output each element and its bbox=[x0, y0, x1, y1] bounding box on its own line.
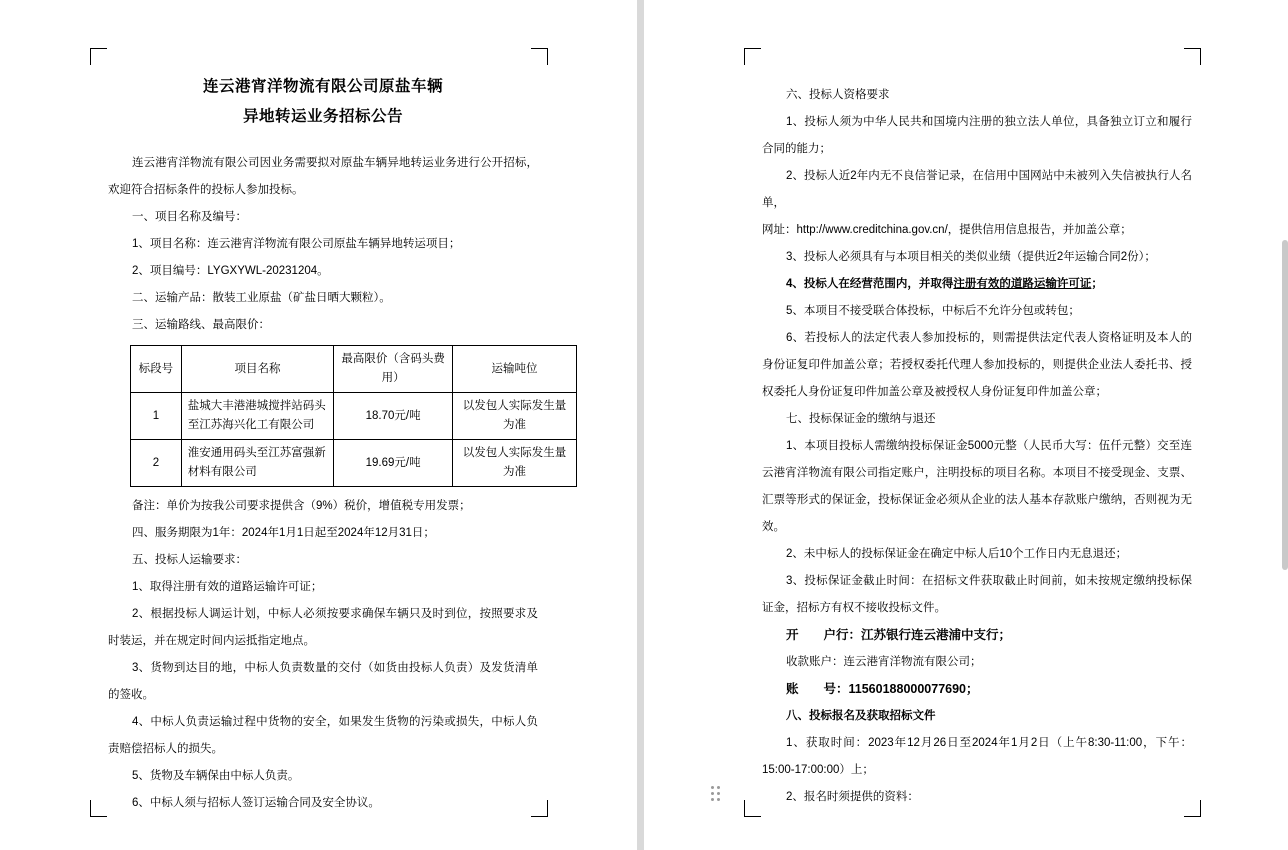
scrollbar-thumb[interactable] bbox=[1282, 240, 1288, 570]
account-value: 11560188000077690； bbox=[848, 682, 979, 696]
bank-value: 江苏银行连云港浦中支行； bbox=[861, 628, 1012, 642]
section-6-item-5: 5、本项目不接受联合体投标，中标后不允许分包或转包； bbox=[786, 305, 1080, 317]
crop-mark-bottom-left bbox=[90, 800, 107, 817]
document-page-right bbox=[644, 0, 1288, 850]
bank-label: 开 户行： bbox=[786, 628, 862, 642]
account-label: 账 号： bbox=[786, 682, 849, 696]
section-8-item-1: 1、获取时间：2023年12月26日至2024年1月2日（上午8:30-11:00，下午：15:00-17:00:00）上； bbox=[762, 737, 1192, 776]
handle-dot bbox=[711, 792, 714, 795]
cell-price: 19.69元/吨 bbox=[334, 440, 453, 487]
handle-dot bbox=[711, 786, 714, 789]
vertical-scrollbar[interactable] bbox=[1282, 0, 1288, 850]
section-1-heading: 一、项目名称及编号： bbox=[132, 211, 247, 223]
handle-dot bbox=[711, 798, 714, 801]
table-header-name: 项目名称 bbox=[181, 346, 333, 393]
table-row bbox=[131, 393, 577, 440]
table-header-row bbox=[131, 346, 577, 393]
section-3-heading: 三、运输路线、最高限价： bbox=[132, 319, 270, 331]
table-note: 备注：单价为按我公司要求提供含（9%）税价，增值税专用发票； bbox=[132, 500, 471, 512]
section-1-item-1: 1、项目名称：连云港宵洋物流有限公司原盐车辆异地转运项目； bbox=[132, 238, 461, 250]
section-5-item-2: 2、根据投标人调运计划，中标人必须按要求确保车辆只及时到位，按照要求及时装运，并在规定时间内运抵指定地点。 bbox=[108, 608, 538, 647]
table-header-no: 标段号 bbox=[131, 346, 182, 393]
crop-mark-top-left bbox=[90, 48, 107, 65]
section-5-heading: 五、投标人运输要求： bbox=[132, 554, 247, 566]
cell-name: 盐城大丰港港城搅拌站码头至江苏海兴化工有限公司 bbox=[181, 393, 333, 440]
table-header-tonnage: 运输吨位 bbox=[452, 346, 576, 393]
left-page-content bbox=[108, 72, 567, 817]
section-6-item-4-suffix: ； bbox=[1091, 278, 1103, 290]
section-8-heading: 八、投标报名及获取招标文件 bbox=[786, 710, 936, 722]
crop-mark-top-right bbox=[531, 48, 548, 65]
section-8-item-2: 2、报名时须提供的资料： bbox=[786, 791, 919, 803]
payee-line bbox=[762, 649, 1192, 676]
crop-mark-top-left bbox=[744, 48, 761, 65]
table-row bbox=[131, 440, 577, 487]
table-header-price: 最高限价（含码头费用） bbox=[334, 346, 453, 393]
cell-name: 淮安通用码头至江苏富强新材料有限公司 bbox=[181, 440, 333, 487]
document-title-line-2: 异地转运业务招标公告 bbox=[242, 108, 403, 125]
cell-tonnage: 以发包人实际发生量为准 bbox=[452, 440, 576, 487]
section-7-item-1: 1、本项目投标人需缴纳投标保证金5000元整（人民币大写：伍仟元整）交至连云港宵洋物流有限公司指定账户，注明投标的项目名称。本项目不接受现金、支票、汇票等形式的保证金，投标保证金必须从企业的法人基本存款账户缴纳，否则视为无效。 bbox=[762, 440, 1192, 533]
payee-label: 收款账户： bbox=[786, 656, 844, 668]
section-7-item-2: 2、未中标人的投标保证金在确定中标人后10个工作日内无息退还； bbox=[786, 548, 1128, 560]
page-drag-handle[interactable] bbox=[711, 786, 723, 802]
section-6-item-2-line-2: 网址：http://www.creditchina.gov.cn/，提供信用信息报告，并加盖公章； bbox=[762, 224, 1132, 236]
section-2-heading: 二、运输产品：散装工业原盐（矿盐日晒大颗粒）。 bbox=[132, 292, 391, 304]
section-6-item-4-emphasis: 注册有效的道路运输许可证 bbox=[953, 278, 1092, 290]
cell-no: 2 bbox=[131, 440, 182, 487]
crop-mark-top-right bbox=[1184, 48, 1201, 65]
section-5-item-5: 5、货物及车辆保由中标人负责。 bbox=[132, 770, 300, 782]
cell-no: 1 bbox=[131, 393, 182, 440]
section-6-item-6: 6、若投标人的法定代表人参加投标的，则需提供法定代表人资格证明及本人的身份证复印件加盖公章；若授权委托代理人参加投标的，则提供企业法人委托书、授权委托人身份证复印件加盖公章及被授权人身份证复印件加盖公章； bbox=[762, 332, 1192, 398]
section-6-item-3: 3、投标人必须具有与本项目相关的类似业绩（提供近2年运输合同2份）； bbox=[786, 251, 1156, 263]
crop-mark-bottom-left bbox=[744, 800, 761, 817]
section-4-heading: 四、服务期限为1年：2024年1月1日起至2024年12月31日； bbox=[132, 527, 435, 539]
section-5-item-6: 6、中标人须与招标人签订运输合同及安全协议。 bbox=[132, 797, 380, 809]
section-5-item-4: 4、中标人负责运输过程中货物的安全，如果发生货物的污染或损失，中标人负责赔偿招标人的损失。 bbox=[108, 716, 538, 755]
price-table bbox=[130, 345, 577, 487]
section-6-item-4 bbox=[762, 271, 1192, 298]
payee-value: 连云港宵洋物流有限公司； bbox=[843, 656, 982, 668]
account-line bbox=[762, 676, 1192, 703]
document-page-left bbox=[0, 0, 637, 850]
section-7-item-3: 3、投标保证金截止时间：在招标文件获取截止时间前，如未按规定缴纳投标保证金，招标方有权不接收投标文件。 bbox=[762, 575, 1192, 614]
page-divider bbox=[637, 0, 644, 850]
paragraph-intro: 连云港宵洋物流有限公司因业务需要拟对原盐车辆异地转运业务进行公开招标，欢迎符合招标条件的投标人参加投标。 bbox=[108, 157, 538, 196]
cell-tonnage: 以发包人实际发生量为准 bbox=[452, 393, 576, 440]
section-1-item-2: 2、项目编号：LYGXYWL-20231204。 bbox=[132, 265, 329, 277]
section-6-heading: 六、投标人资格要求 bbox=[786, 89, 890, 101]
section-6-item-4-prefix: 4、投标人在经营范围内，并取得 bbox=[786, 278, 954, 290]
section-6-item-2-line-1: 2、投标人近2年内无不良信誉记录，在信用中国网站中未被列入失信被执行人名单， bbox=[762, 170, 1192, 209]
section-6-item-1: 1、投标人须为中华人民共和国境内注册的独立法人单位，具备独立订立和履行合同的能力； bbox=[762, 116, 1192, 155]
handle-dot bbox=[717, 786, 720, 789]
document-title-line-1: 连云港宵洋物流有限公司原盐车辆 bbox=[202, 78, 443, 95]
cell-price: 18.70元/吨 bbox=[334, 393, 453, 440]
section-7-heading: 七、投标保证金的缴纳与退还 bbox=[786, 413, 936, 425]
handle-dot bbox=[717, 798, 720, 801]
section-5-item-3: 3、货物到达目的地，中标人负责数量的交付（如货由投标人负责）及发货清单的签收。 bbox=[108, 662, 538, 701]
right-page-content bbox=[762, 82, 1192, 811]
bank-line bbox=[762, 622, 1192, 649]
section-5-item-1: 1、取得注册有效的道路运输许可证； bbox=[132, 581, 323, 593]
handle-dot bbox=[717, 792, 720, 795]
